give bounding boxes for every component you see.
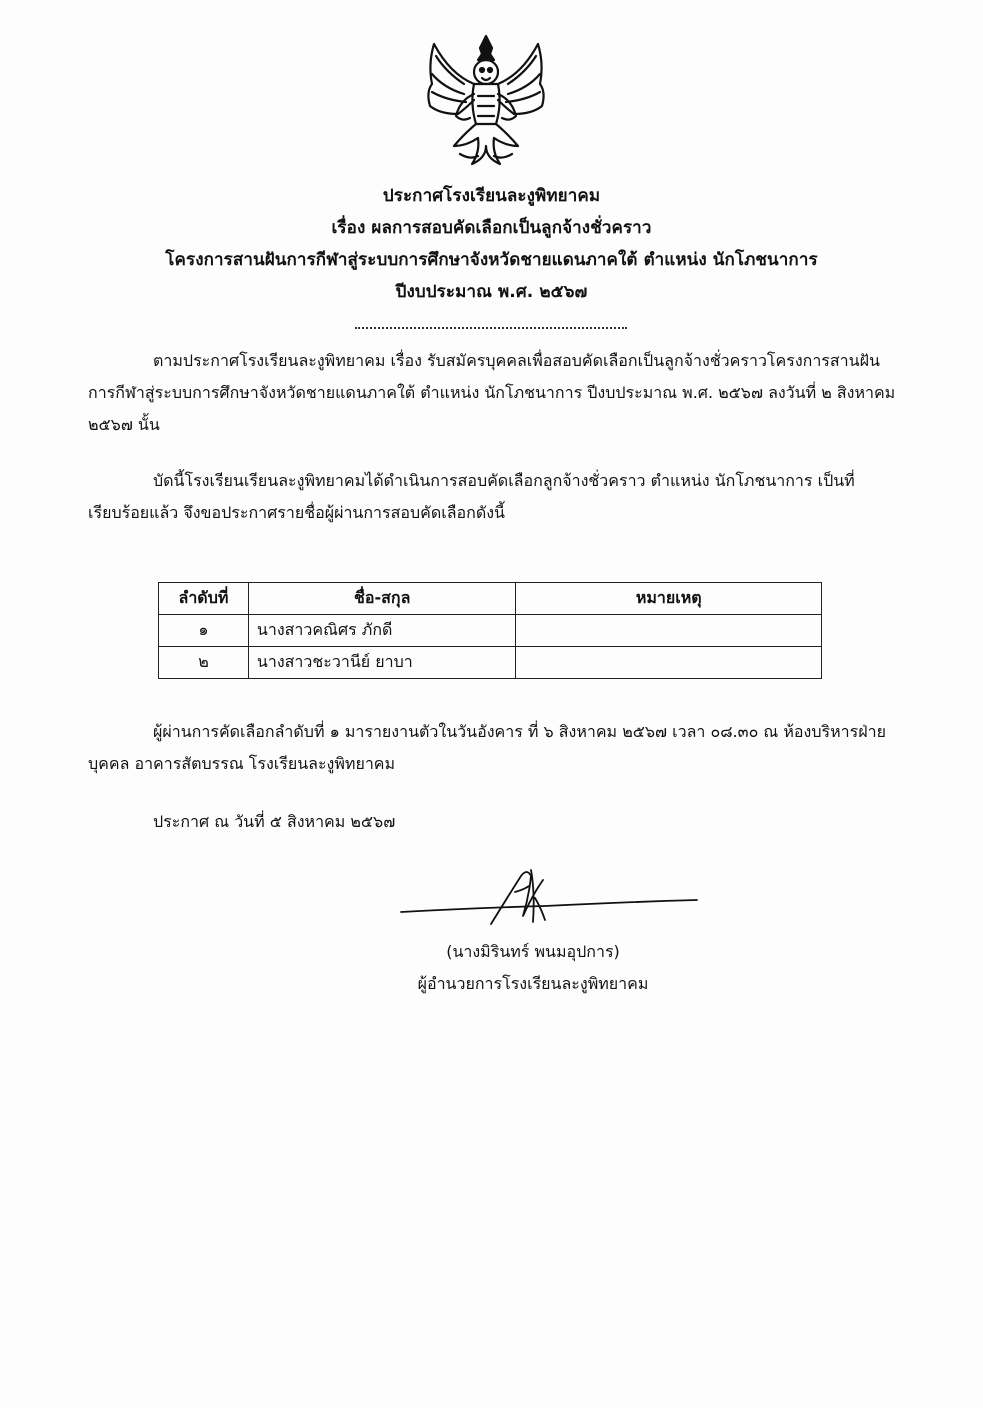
paragraph-1-text: ตามประกาศโรงเรียนละงูพิทยาคม เรื่อง รับสมัครบุคคลเพื่อสอบคัดเลือกเป็นลูกจ้างชั่วคราวโครงการสานฝันการกีฬาสู่ระบบการศึกษาจังหวัดชายแดนภาคใต้ ตำแหน่ง นักโภชนาการ ปีงบประมาณ พ.ศ. ๒๕๖๗ ลงวันที่ ๒ สิงหาคม ๒๕๖๗ นั้น xyxy=(88,351,896,434)
paragraph-report xyxy=(88,716,896,780)
announcement-date: ประกาศ ณ วันที่ ๕ สิงหาคม ๒๕๖๗ xyxy=(153,812,396,831)
row-order: ๑ xyxy=(159,615,249,647)
header-name: ชื่อ-สกุล xyxy=(248,583,516,615)
table-row xyxy=(159,647,822,679)
row-name: นางสาวคณิศร ภักดี xyxy=(248,615,516,647)
dotted-divider xyxy=(355,327,627,329)
heading-line-3: โครงการสานฝันการกีฬาสู่ระบบการศึกษาจังหวัดชายแดนภาคใต้ ตำแหน่ง นักโภชนาการ xyxy=(165,250,818,270)
heading-line-2: เรื่อง ผลการสอบคัดเลือกเป็นลูกจ้างชั่วคราว xyxy=(331,218,652,238)
header-note: หมายเหตุ xyxy=(516,583,822,615)
announcement-heading xyxy=(0,180,983,308)
heading-line-4: ปีงบประมาณ พ.ศ. ๒๕๖๗ xyxy=(395,282,588,302)
row-note xyxy=(516,647,822,679)
signer-name: (นางมิรินทร์ พนมอุปการ) xyxy=(446,942,620,961)
results-table xyxy=(158,582,822,679)
signer-block xyxy=(318,936,748,1000)
garuda-emblem-icon xyxy=(420,34,552,170)
row-order: ๒ xyxy=(159,647,249,679)
handwritten-signature-icon xyxy=(395,862,705,932)
row-note xyxy=(516,615,822,647)
row-name: นางสาวชะวานีย์ ยาบา xyxy=(248,647,516,679)
paragraph-2-text: บัดนี้โรงเรียนเรียนละงูพิทยาคมได้ดำเนินการสอบคัดเลือกลูกจ้างชั่วคราว ตำแหน่ง นักโภชนาการ เป็นที่เรียบร้อยแล้ว จึงขอประกาศรายชื่อผู้ผ่านการสอบคัดเลือกดังนี้ xyxy=(88,471,855,522)
table-row xyxy=(159,615,822,647)
table-header-row xyxy=(159,583,822,615)
heading-line-1: ประกาศโรงเรียนละงูพิทยาคม xyxy=(382,186,601,206)
signer-title: ผู้อำนวยการโรงเรียนละงูพิทยาคม xyxy=(417,974,649,993)
paragraph-completion xyxy=(88,465,896,529)
paragraph-reference xyxy=(88,345,896,441)
paragraph-3-text: ผู้ผ่านการคัดเลือกลำดับที่ ๑ มารายงานตัวในวันอังคาร ที่ ๖ สิงหาคม ๒๕๖๗ เวลา ๐๘.๓๐ ณ ห้องบริหารฝ่ายบุคคล อาคารสัตบรรณ โรงเรียนละงูพิทยาคม xyxy=(88,722,886,773)
header-order: ลำดับที่ xyxy=(159,583,249,615)
